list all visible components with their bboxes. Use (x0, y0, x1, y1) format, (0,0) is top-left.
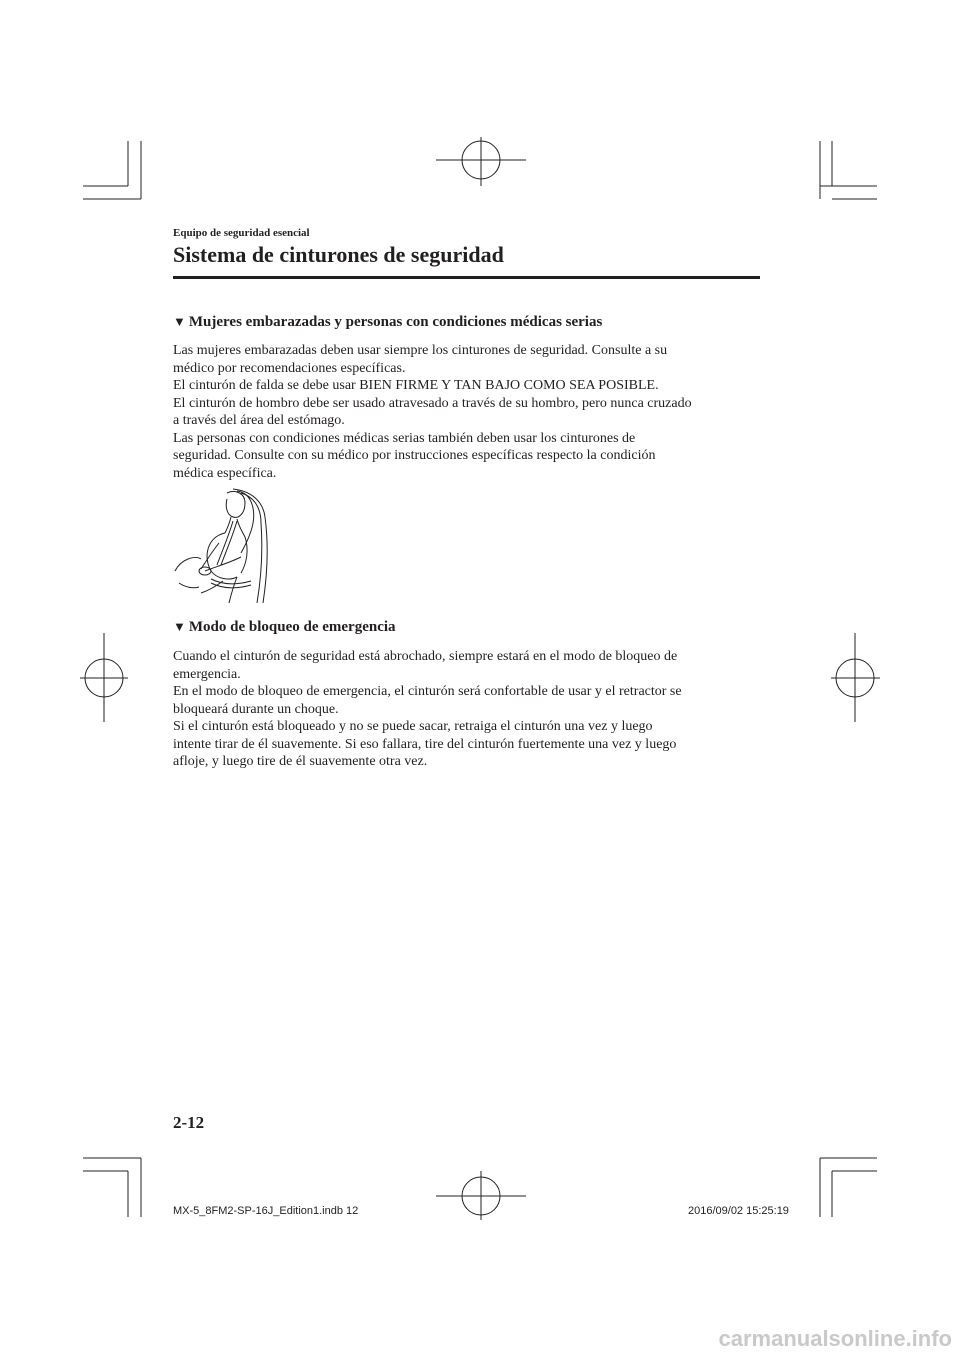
text-line: El cinturón de hombro debe ser usado atravesado a través de su hombro, pero nunca cruzado (173, 395, 692, 411)
pregnant-woman-seatbelt-illustration (171, 487, 279, 605)
text-line: Las personas con condiciones médicas serias también deben usar los cinturones de (173, 430, 636, 446)
footer-timestamp: 2016/09/02 15:25:19 (688, 1205, 789, 1217)
section-heading-pregnant: ▼ Mujeres embarazadas y personas con condiciones médicas serias (173, 314, 603, 330)
watermark: carmanualsonline.info (718, 1326, 952, 1351)
footer-filename: MX-5_8FM2-SP-16J_Edition1.indb 12 (173, 1205, 359, 1217)
text-line: El cinturón de falda se debe usar BIEN FIRME Y TAN BAJO COMO SEA POSIBLE. (173, 378, 659, 393)
text-line: En el modo de bloqueo de emergencia, el cinturón será confortable de usar y el retractor se (173, 684, 682, 699)
text-line: a través del área del estómago. (173, 413, 345, 428)
text-line: médica específica. (173, 465, 277, 481)
text-line: Cuando el cinturón de seguridad está abrochado, siempre estará en el modo de bloqueo de (173, 649, 678, 664)
text-line: seguridad. Consulte con su médico por instrucciones específicas respecto la condición (173, 448, 656, 463)
section-label: Equipo de seguridad esencial (173, 227, 310, 239)
triangle-down-icon: ▼ (173, 314, 186, 329)
page-number: 2-12 (173, 1113, 205, 1132)
text-line: emergencia. (173, 666, 241, 682)
page-title: Sistema de cinturones de seguridad (173, 242, 504, 267)
paragraph-emergency-lock (173, 648, 768, 771)
header-divider (173, 276, 760, 279)
section-heading-emergency-lock: ▼ Modo de bloqueo de emergencia (173, 619, 396, 635)
text-line: bloqueará durante un choque. (173, 701, 339, 717)
text-line: médico por recomendaciones específicas. (173, 360, 406, 376)
paragraph-pregnant (173, 342, 768, 482)
text-line: Las mujeres embarazadas deben usar siempre los cinturones de seguridad. Consulte a su (173, 343, 668, 358)
text-line: Si el cinturón está bloqueado y no se puede sacar, retraiga el cinturón una vez y luego (173, 719, 653, 734)
text-line: intente tirar de él suavemente. Si eso fallara, tire del cinturón fuertemente una vez y luego (173, 736, 677, 752)
text-line: afloje, y luego tire de él suavemente otra vez. (173, 754, 428, 769)
triangle-down-icon: ▼ (173, 619, 186, 634)
